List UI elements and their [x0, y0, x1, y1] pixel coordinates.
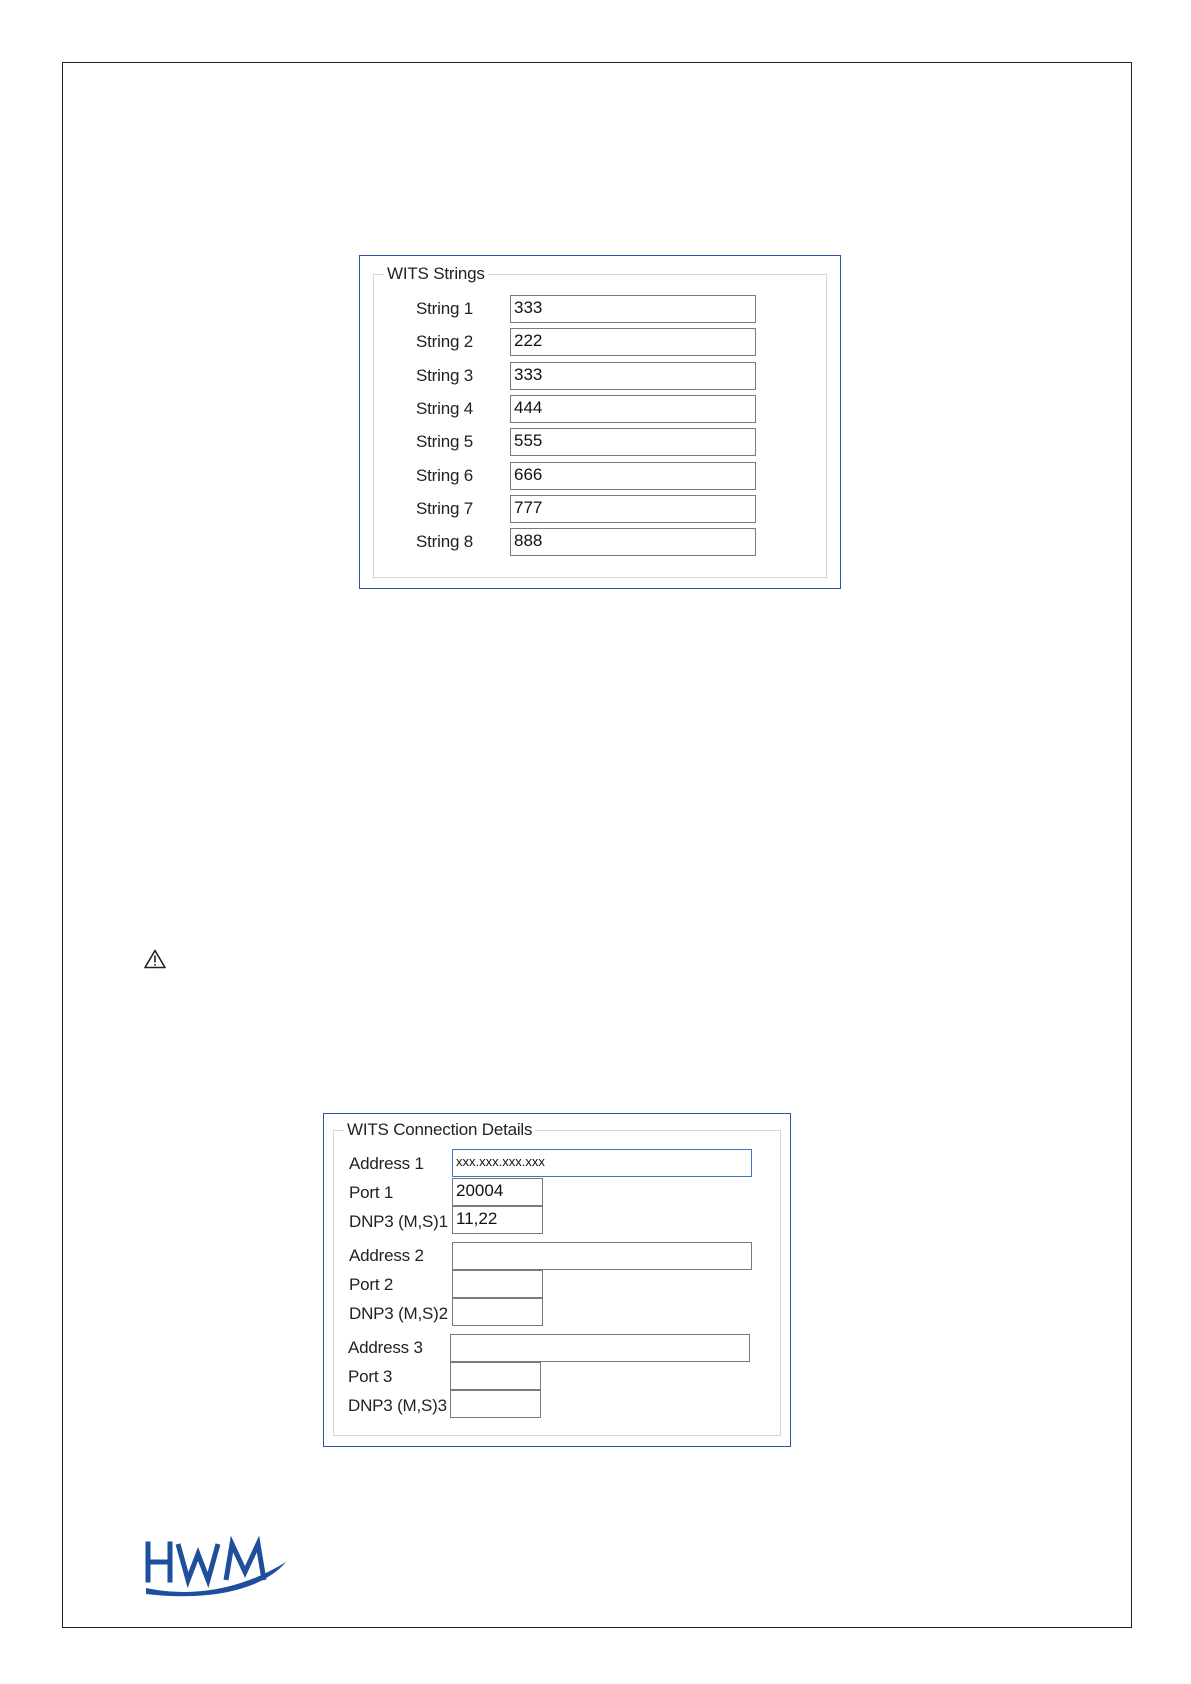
string-8-label: String 8	[416, 532, 473, 551]
address-2-label: Address 2	[349, 1246, 424, 1265]
string-2-input[interactable]: 222	[510, 328, 756, 356]
wits-strings-title: WITS Strings	[384, 264, 488, 284]
string-5-label: String 5	[416, 432, 473, 451]
string-3-input[interactable]: 333	[510, 362, 756, 390]
address-1-label: Address 1	[349, 1154, 424, 1173]
string-1-input[interactable]: 333	[510, 295, 756, 323]
port-3-label: Port 3	[348, 1367, 393, 1386]
address-3-label: Address 3	[348, 1338, 423, 1357]
hwm-logo	[144, 1536, 292, 1600]
wits-connection-title: WITS Connection Details	[344, 1120, 535, 1140]
dnp3-1-input[interactable]: 11,22	[452, 1206, 543, 1234]
warning-triangle-icon	[144, 949, 166, 969]
string-8-input[interactable]: 888	[510, 528, 756, 556]
address-2-input[interactable]	[452, 1242, 752, 1270]
string-3-label: String 3	[416, 366, 473, 385]
string-1-label: String 1	[416, 299, 473, 318]
string-7-label: String 7	[416, 499, 473, 518]
port-2-label: Port 2	[349, 1275, 394, 1294]
string-6-input[interactable]: 666	[510, 462, 756, 490]
dnp3-1-label: DNP3 (M,S)1	[349, 1212, 448, 1231]
address-3-input[interactable]	[450, 1334, 750, 1362]
dnp3-2-label: DNP3 (M,S)2	[349, 1304, 448, 1323]
dnp3-3-input[interactable]	[450, 1390, 541, 1418]
string-6-label: String 6	[416, 466, 473, 485]
string-4-label: String 4	[416, 399, 473, 418]
dnp3-3-label: DNP3 (M,S)3	[348, 1396, 447, 1415]
port-3-input[interactable]	[450, 1362, 541, 1390]
dnp3-2-input[interactable]	[452, 1298, 543, 1326]
wits-strings-panel	[359, 255, 841, 589]
string-4-input[interactable]: 444	[510, 395, 756, 423]
port-1-label: Port 1	[349, 1183, 394, 1202]
address-1-input[interactable]: xxx.xxx.xxx.xxx	[452, 1149, 752, 1177]
string-2-label: String 2	[416, 332, 473, 351]
port-1-input[interactable]: 20004	[452, 1178, 543, 1206]
string-7-input[interactable]: 777	[510, 495, 756, 523]
string-5-input[interactable]: 555	[510, 428, 756, 456]
port-2-input[interactable]	[452, 1270, 543, 1298]
wits-connection-panel	[323, 1113, 791, 1447]
